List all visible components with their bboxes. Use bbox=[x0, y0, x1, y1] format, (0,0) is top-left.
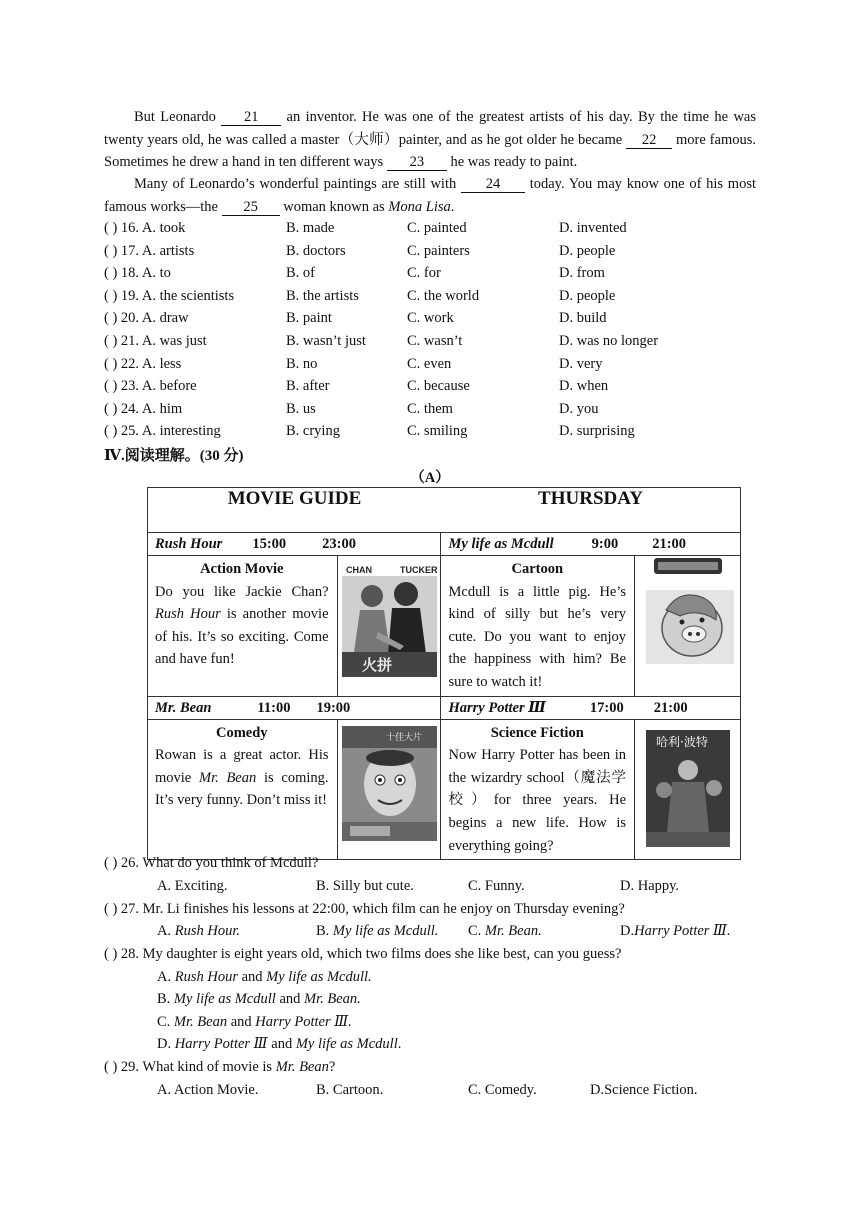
section-title: Ⅳ.阅读理解。(30 分) bbox=[104, 448, 244, 464]
cloze-question: ( ) 16. A. took bbox=[104, 220, 186, 236]
cloze-option: D. very bbox=[559, 355, 603, 372]
cloze-option: B. of bbox=[286, 265, 315, 282]
rush-hour-description: Action Movie Do you like Jackie Chan? Rush Hour is another movie of his. It’s so exciting. Come and have fun! bbox=[148, 556, 338, 697]
harry-potter-poster bbox=[646, 730, 730, 847]
q29-option-a: A. Action Movie. bbox=[157, 1082, 259, 1098]
cloze-option: D. when bbox=[559, 378, 609, 395]
q29-option-c: C. Comedy. bbox=[468, 1082, 537, 1098]
q28-option-b: B. My life as Mcdull and Mr. Bean. bbox=[157, 991, 361, 1007]
cloze-option: C. painted bbox=[407, 220, 467, 236]
blank-22: 22 bbox=[626, 132, 672, 149]
q28-option-d: D. Harry Potter Ⅲ and My life as Mcdull. bbox=[157, 1036, 402, 1052]
cloze-option: C. because bbox=[407, 378, 470, 395]
cloze-option: D. people bbox=[559, 287, 616, 304]
cloze-option: D. build bbox=[559, 310, 607, 327]
cloze-question: ( ) 17. A. artists bbox=[104, 242, 195, 259]
movie-row-mcdull: My life as Mcdull 9:00 21:00 bbox=[441, 533, 741, 556]
blank-25: 25 bbox=[222, 199, 280, 216]
q26-option-b: B. Silly but cute. bbox=[316, 878, 414, 894]
cloze-question: ( ) 20. A. draw bbox=[104, 310, 189, 327]
q28-option-c: C. Mr. Bean and Harry Potter Ⅲ. bbox=[157, 1014, 352, 1030]
cloze-question: ( ) 22. A. less bbox=[104, 355, 182, 372]
cloze-option: B. no bbox=[286, 355, 318, 372]
harry-potter-description: Science Fiction Now Harry Potter has been in the wizardry school（魔法学 校）for three years. He begins a new life. How is everything going? bbox=[441, 719, 635, 860]
movie-row-rush-hour: Rush Hour 15:00 23:00 bbox=[148, 533, 441, 556]
section-label: （A） bbox=[410, 470, 450, 486]
movie-row-mr-bean: Mr. Bean 11:00 19:00 bbox=[148, 696, 441, 719]
q27-option-b: B. My life as Mcdull. bbox=[316, 923, 439, 939]
blank-23: 23 bbox=[387, 154, 447, 171]
cloze-option: C. the world bbox=[407, 287, 480, 304]
cloze-question: ( ) 25. A. interesting bbox=[104, 423, 221, 440]
cloze-option: D. you bbox=[559, 400, 599, 417]
cloze-option: C. them bbox=[407, 400, 453, 417]
q28-option-a: A. Rush Hour and My life as Mcdull. bbox=[157, 969, 372, 985]
cloze-option: B. wasn’t just bbox=[286, 333, 366, 349]
q26-option-a: A. Exciting. bbox=[157, 878, 228, 894]
passage-paragraph-2: Many of Leonardo’s wonderful paintings are still with 24 today. You may know one of his most famous works—the 25 woman known as Mona Lisa. bbox=[104, 176, 757, 215]
question-29: ( ) 29. What kind of movie is Mr. Bean? bbox=[104, 1059, 336, 1075]
blank-21: 21 bbox=[221, 109, 281, 126]
cloze-option: D. surprising bbox=[559, 423, 635, 440]
mcdull-description: Cartoon Mcdull is a little pig. He’s kind of silly but he’s very cute. Do you want to enjoy the happiness with him? Be sure to watch it! bbox=[441, 556, 635, 697]
cloze-question: ( ) 21. A. was just bbox=[104, 333, 207, 349]
movie-guide-table bbox=[147, 487, 741, 860]
movie-row-harry-potter: Harry Potter Ⅲ 17:00 21:00 bbox=[441, 696, 741, 719]
cloze-question: ( ) 18. A. to bbox=[104, 265, 171, 282]
cloze-option: C. for bbox=[407, 265, 441, 282]
cloze-option: B. crying bbox=[286, 423, 340, 440]
question-26: ( ) 26. What do you think of Mcdull? bbox=[104, 855, 319, 871]
cloze-question: ( ) 24. A. him bbox=[104, 400, 183, 417]
cloze-option: C. even bbox=[407, 355, 452, 372]
cloze-question: ( ) 23. A. before bbox=[104, 378, 197, 395]
question-28: ( ) 28. My daughter is eight years old, which two films does she like best, can you guess? bbox=[104, 946, 622, 962]
cloze-option: B. the artists bbox=[286, 287, 359, 304]
cloze-option: D. from bbox=[559, 265, 605, 282]
cloze-option: B. doctors bbox=[286, 242, 346, 259]
cloze-option: C. wasn’t bbox=[407, 333, 463, 349]
guide-title: MOVIE GUIDE bbox=[227, 488, 362, 509]
svg-text:CHAN: CHAN bbox=[345, 565, 372, 575]
blank-24: 24 bbox=[461, 176, 525, 193]
q27-option-d: D.Harry Potter Ⅲ. bbox=[620, 923, 731, 939]
q26-option-d: D. Happy. bbox=[620, 878, 680, 894]
cloze-option: B. paint bbox=[286, 310, 332, 327]
q26-option-c: C. Funny. bbox=[468, 878, 525, 894]
q29-option-b: B. Cartoon. bbox=[316, 1082, 384, 1098]
guide-day: THURSDAY bbox=[538, 488, 643, 509]
svg-text:TUCKER: TUCKER bbox=[399, 565, 437, 575]
cloze-option: B. after bbox=[286, 378, 330, 395]
svg-text:火拼: 火拼 bbox=[361, 656, 392, 674]
svg-text:十佳大片: 十佳大片 bbox=[385, 732, 422, 743]
question-27: ( ) 27. Mr. Li finishes his lessons at 22:00, which film can he enjoy on Thursday evening? bbox=[104, 901, 625, 917]
mr-bean-poster bbox=[342, 726, 437, 841]
mcdull-poster bbox=[640, 558, 735, 668]
rush-hour-poster bbox=[342, 562, 437, 677]
harry-potter-poster-title: 哈利·波特 bbox=[655, 734, 708, 749]
cloze-question: ( ) 19. A. the scientists bbox=[104, 287, 235, 304]
q27-option-a: A. Rush Hour. bbox=[157, 923, 240, 939]
cloze-option: D. invented bbox=[559, 220, 627, 236]
q29-option-d: D.Science Fiction. bbox=[590, 1082, 698, 1098]
cloze-option: D. was no longer bbox=[559, 333, 659, 349]
mr-bean-description: Comedy Rowan is a great actor. His movie Mr. Bean is coming. It’s very funny. Don’t miss it! bbox=[148, 719, 338, 860]
passage-paragraph-1: But Leonardo 21 an inventor. He was one of the greatest artists of his day. By the time he was twenty years old, he was called a master（大师）painter, and as he got older he became 22 more famous. Sometimes he drew a hand in ten different ways 23 he was ready to paint. bbox=[104, 109, 756, 170]
cloze-option: C. work bbox=[407, 310, 454, 327]
cloze-option: B. made bbox=[286, 220, 335, 236]
cloze-option: D. people bbox=[559, 242, 616, 259]
cloze-option: C. smiling bbox=[407, 423, 468, 440]
q27-option-c: C. Mr. Bean. bbox=[468, 923, 542, 939]
cloze-option: B. us bbox=[286, 400, 316, 417]
cloze-option: C. painters bbox=[407, 242, 470, 259]
